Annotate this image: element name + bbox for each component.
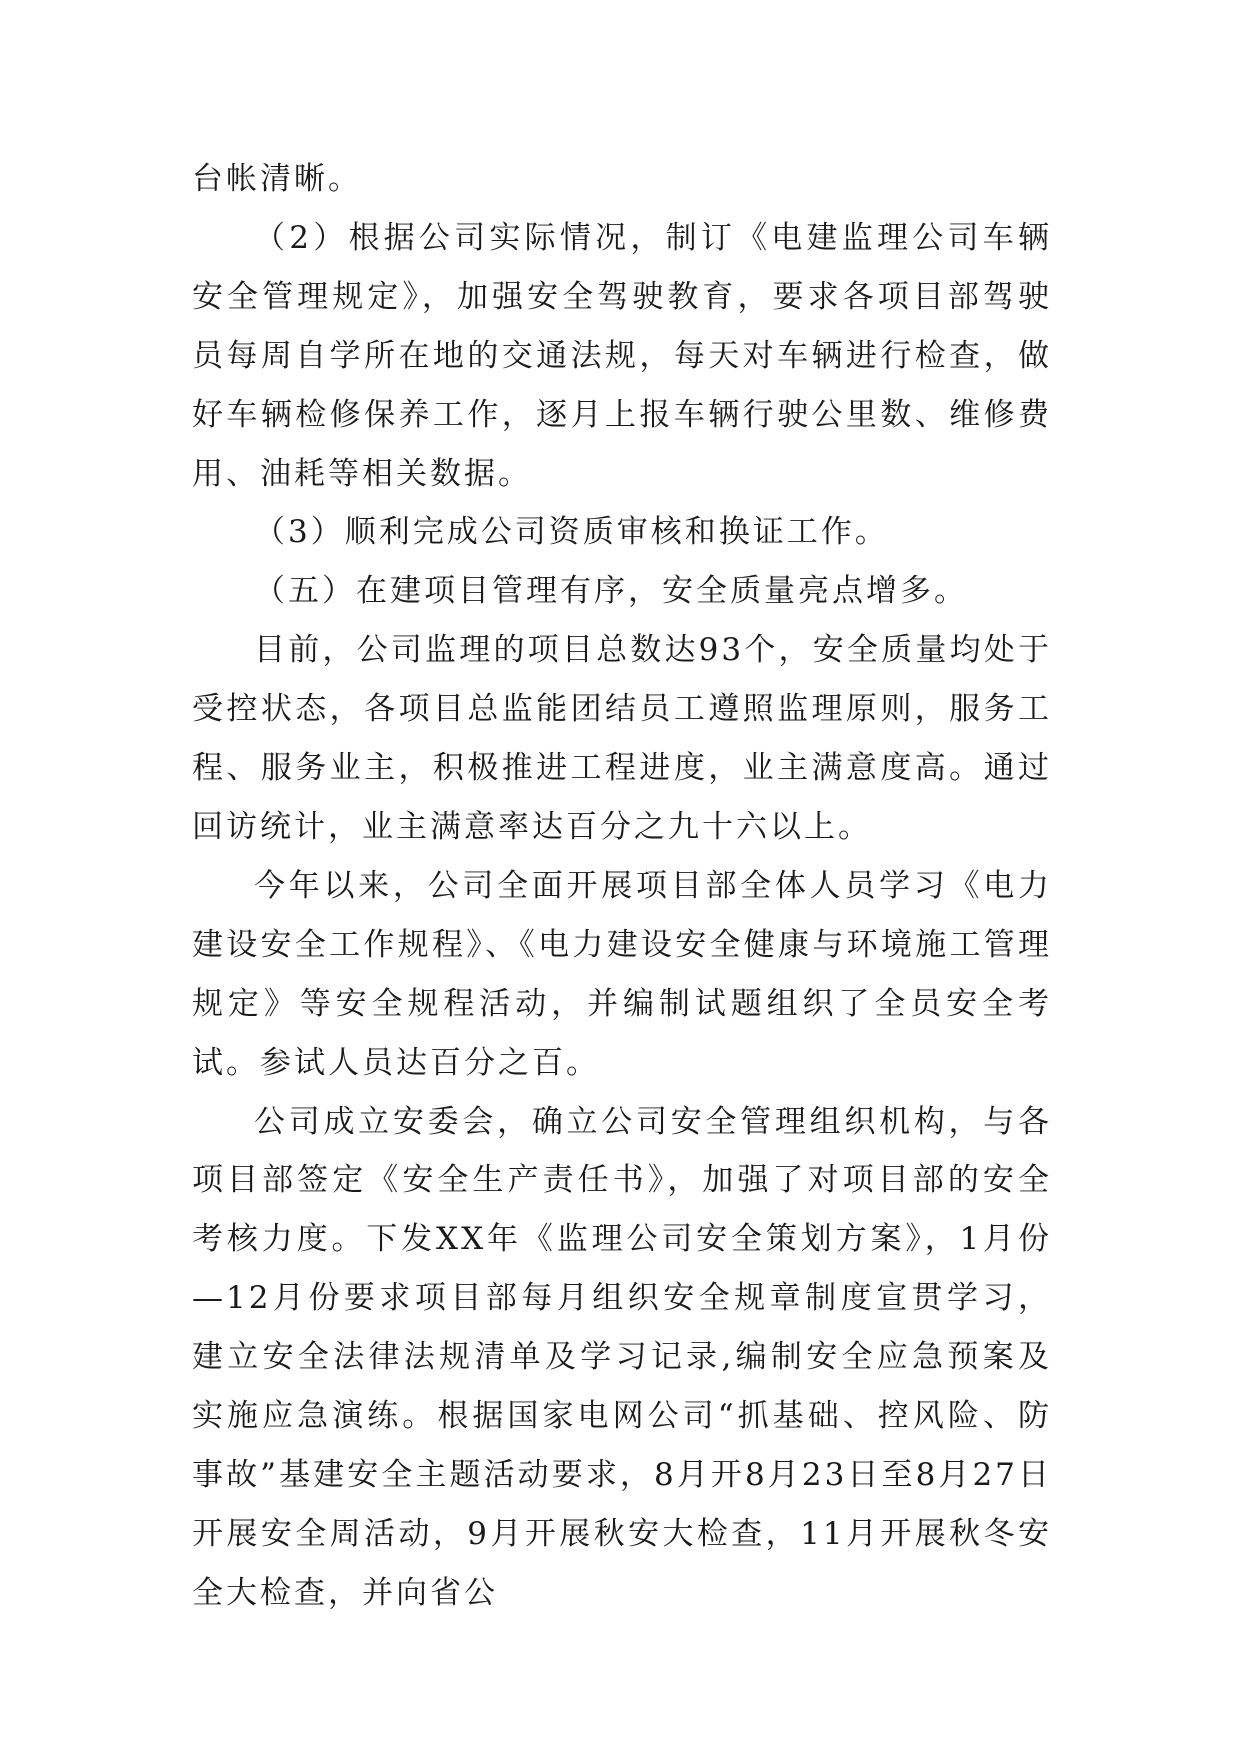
paragraph-continuation: 台帐清晰。 bbox=[192, 161, 362, 197]
paragraph-item-3: （3）顺利完成公司资质审核和换证工作。 bbox=[254, 514, 889, 551]
paragraph-item-2: （2）根据公司实际情况，制订《电建监理公司车辆安全管理规定》，加强安全驾驶教育，要求各项目部驾驶员每周自学所在地的交通法规，每天对车辆进行检查，做好车辆检修保养工作，逐月上报车辆行驶公里数、维修费用、油耗等相关数据。 bbox=[192, 219, 1052, 492]
paragraph-safety-study: 今年以来，公司全面开展项目部全体人员学习《电力建设安全工作规程》、《电力建设安全健康与环境施工管理规定》等安全规程活动，并编制试题组织了全员安全考试。参试人员达百分之百。 bbox=[192, 867, 1052, 1081]
paragraph-project-count: 目前，公司监理的项目总数达93个，安全质量均处于受控状态，各项目总监能团结员工遵照监理原则，服务工程、服务业主，积极推进工程进度，业主满意度高。通过回访统计，业主满意率达百分之九十六以上。 bbox=[192, 632, 1052, 845]
paragraph-safety-committee: 公司成立安委会，确立公司安全管理组织机构，与各项目部签定《安全生产责任书》，加强了对项目部的安全考核力度。下发XX年《监理公司安全策划方案》，1月份—12月份要求项目部每月组织安全规章制度宣贯学习，建立安全法律法规清单及学习记录,编制安全应急预案及实施应急演练。根据国家电网公司“抓基础、控风险、防事故”基建安全主题活动要求，8月开8月23日至8月27日开展安全周活动，9月开展秋安大检查，11月开展秋冬安全大检查，并向省公 bbox=[192, 1103, 1052, 1611]
document-body bbox=[192, 150, 1052, 1623]
section-heading-5: （五）在建项目管理有序，安全质量亮点增多。 bbox=[254, 573, 968, 610]
